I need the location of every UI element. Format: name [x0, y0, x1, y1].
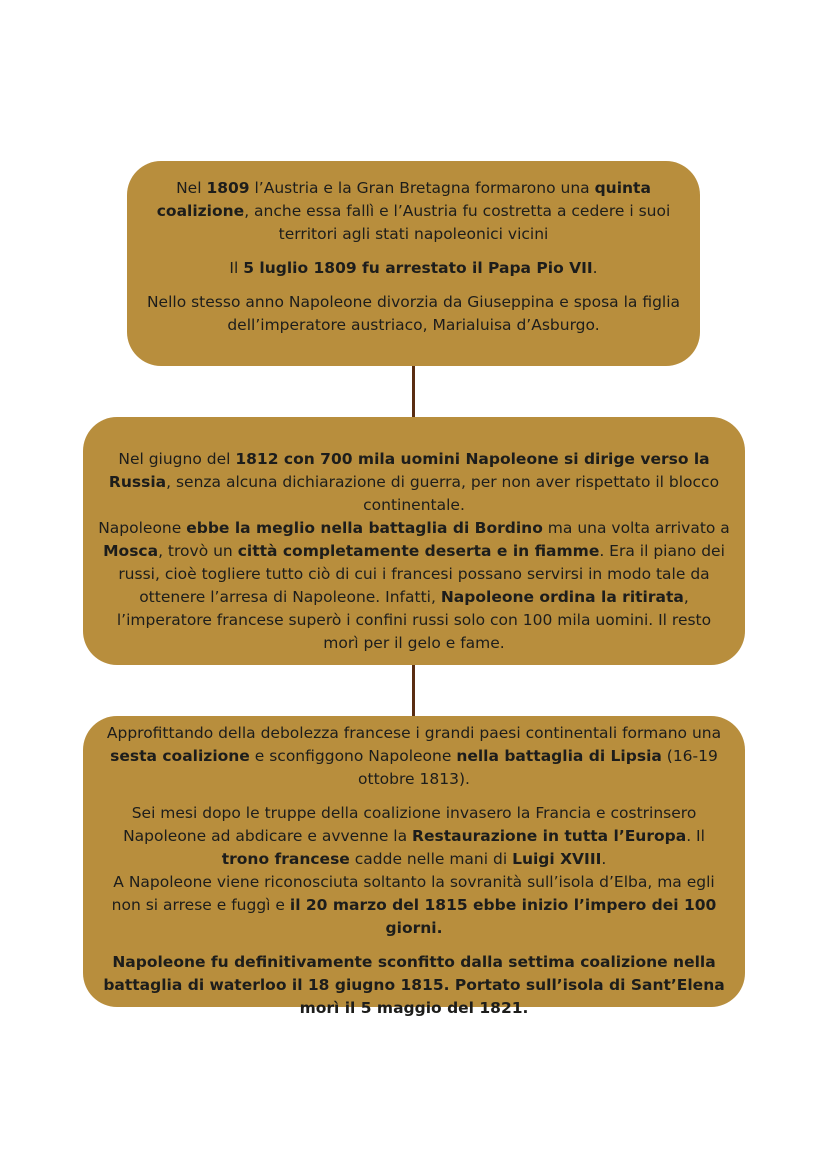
connector-line-2: [412, 665, 415, 716]
bold-text-run: Napoleone ordina la ritirata: [440, 588, 684, 606]
bold-text-run: nella battaglia di Lipsia: [456, 747, 662, 765]
paragraph-waterloo: [97, 951, 731, 1020]
text-run: Napoleone: [98, 519, 187, 537]
text-run: Approfittando della debolezza francese i grandi paesi continentali formano una: [106, 724, 722, 742]
bold-text-run: città completamente deserta e in fiamme: [237, 542, 600, 560]
text-run: e sconfiggono Napoleone: [249, 747, 457, 765]
text-run: Nel giugno del: [118, 450, 236, 468]
timeline-box-1812: [83, 417, 745, 665]
timeline-box-1809: [127, 161, 700, 366]
text-run: Il: [229, 259, 244, 277]
text-run: Sei mesi dopo le truppe della coalizione invasero la Francia e costrinsero Napoleone ad abdicare e avvenne la: [123, 804, 697, 845]
text-run: l’Austria e la Gran Bretagna formarono una: [249, 179, 595, 197]
bold-text-run: Restaurazione in tutta l’Europa: [412, 827, 687, 845]
text-run: A Napoleone viene riconosciuta soltanto la sovranità sull’isola d’Elba, ma egli non si arrese e fuggì e: [111, 873, 715, 914]
paragraph-marriage: [141, 291, 686, 337]
paragraph-sixth-coalition: [97, 722, 731, 791]
timeline-box-1813-1821: [83, 716, 745, 1017]
paragraph-hundred-days: [97, 871, 731, 940]
bold-text-run: 1809: [206, 179, 250, 197]
bold-text-run: trono francese: [221, 850, 350, 868]
text-run: . Era il piano dei russi, cioè togliere tutto ciò di cui i francesi possano servirsi in modo tale da ottenere l’arresa di Napoleone. Infatti,: [118, 542, 725, 606]
bold-text-run: il 20 marzo del 1815 ebbe inizio l’impero dei 100 giorni.: [289, 896, 717, 937]
bold-text-run: Napoleone fu definitivamente sconfitto dalla settima coalizione nella battaglia di waterloo il 18 giugno 1815. Portato sull’isola di Sant’Elena morì il 5 maggio del 1821.: [103, 953, 725, 1017]
paragraph-fifth-coalition: [141, 177, 686, 246]
bold-text-run: sesta coalizione: [110, 747, 250, 765]
bold-text-run: quinta coalizione: [156, 179, 651, 220]
text-run: , trovò un: [158, 542, 238, 560]
bold-text-run: 1812 con 700 mila uomini Napoleone si dirige verso la Russia: [108, 450, 710, 491]
text-run: cadde nelle mani di: [349, 850, 513, 868]
paragraph-moscow-retreat: [97, 517, 731, 655]
text-run: , senza alcuna dichiarazione di guerra, per non aver rispettato il blocco continentale.: [166, 473, 720, 514]
text-run: Nel: [176, 179, 207, 197]
bold-text-run: Mosca: [103, 542, 159, 560]
text-run: Nello stesso anno Napoleone divorzia da Giuseppina e sposa la figlia dell’imperatore austriaco, Marialuisa d’Asburgo.: [146, 293, 681, 334]
text-run: , anche essa fallì e l’Austria fu costretta a cedere i suoi territori agli stati napoleonici vicini: [244, 202, 671, 243]
text-run: , l’imperatore francese superò i confini russi solo con 100 mila uomini. Il resto morì per il gelo e fame.: [116, 588, 712, 652]
connector-line-1: [412, 366, 415, 417]
text-run: .: [592, 259, 598, 277]
bold-text-run: ebbe la meglio nella battaglia di Bordino: [186, 519, 543, 537]
paragraph-russia-campaign: [97, 448, 731, 517]
text-run: . Il: [686, 827, 705, 845]
paragraph-pope-arrest: [141, 257, 686, 280]
text-run: .: [601, 850, 607, 868]
text-run: ma una volta arrivato a: [542, 519, 730, 537]
text-run: (16-19 ottobre 1813).: [358, 747, 718, 788]
bold-text-run: 5 luglio 1809 fu arrestato il Papa Pio VII: [243, 259, 593, 277]
paragraph-restoration: [97, 802, 731, 871]
bold-text-run: Luigi XVIII: [512, 850, 602, 868]
